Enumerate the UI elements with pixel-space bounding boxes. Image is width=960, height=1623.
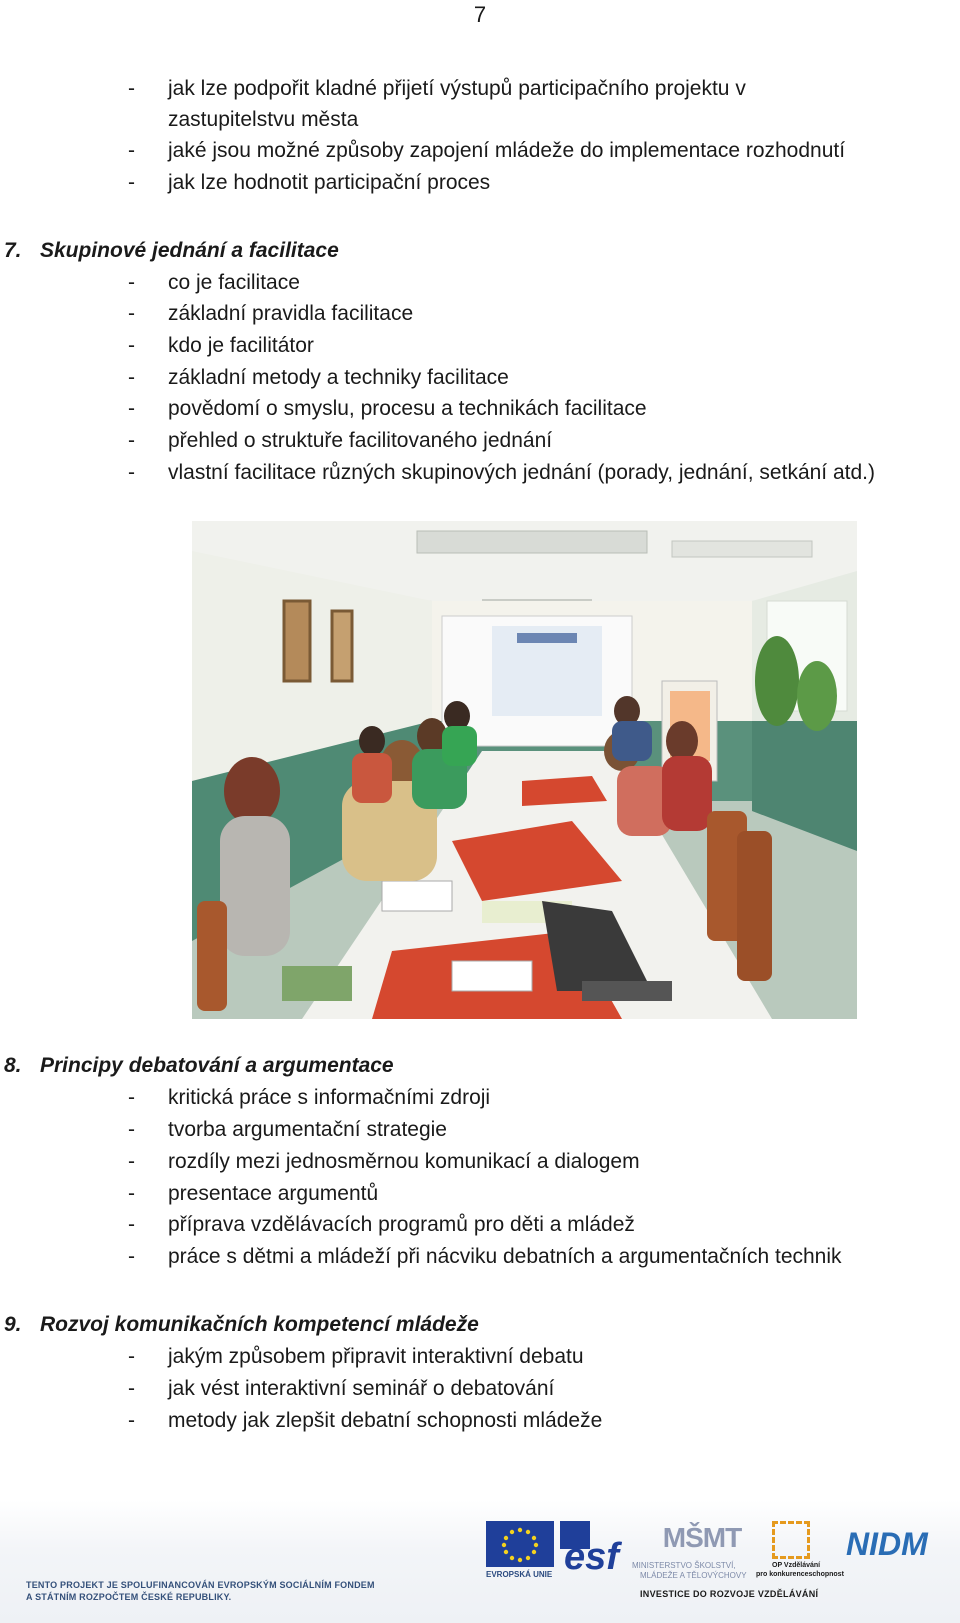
- list-item: [0, 74, 960, 104]
- list-dash: -: [128, 77, 135, 100]
- seminar-photo: [192, 521, 857, 1019]
- list-item: [0, 458, 960, 488]
- msmt-logo: MŠMT: [662, 1522, 742, 1553]
- list-dash: -: [128, 334, 135, 357]
- list-item-text: jaké jsou možné způsoby zapojení mládeže do implementace rozhodnutí: [168, 139, 846, 162]
- op-caption-line2: pro konkurenceschopnost: [756, 1571, 844, 1578]
- list-dash: -: [128, 1409, 135, 1432]
- section-number: 7.: [4, 239, 22, 262]
- list-item-text: základní pravidla facilitace: [168, 302, 414, 325]
- list-item: [0, 105, 960, 135]
- footer-investment-slogan: INVESTICE DO ROZVOJE VZDĚLÁVÁNÍ: [640, 1589, 819, 1599]
- footer-cofinancing-line1: TENTO PROJEKT JE SPOLUFINANCOVÁN EVROPSKÝM SOCIÁLNÍM FONDEM: [26, 1580, 375, 1590]
- page-number: 7: [473, 2, 487, 27]
- list-dash: -: [128, 271, 135, 294]
- list-item-text: zastupitelstvu města: [168, 108, 359, 131]
- footer-cofinancing-line2: A STÁTNÍM ROZPOČTEM ČESKÉ REPUBLIKY.: [26, 1592, 232, 1602]
- list-item-text: jakým způsobem připravit interaktivní debatu: [168, 1345, 584, 1368]
- section-heading-7: [0, 236, 960, 266]
- list-item-text: jak lze hodnotit participační proces: [168, 171, 491, 194]
- list-item-text: jak vést interaktivní seminář o debatování: [168, 1377, 555, 1400]
- list-item: [0, 426, 960, 456]
- esf-logo: [560, 1521, 626, 1579]
- list-dash: -: [128, 1345, 135, 1368]
- list-item-text: kritická práce s informačními zdroji: [168, 1086, 491, 1109]
- list-dash: -: [128, 139, 135, 162]
- msmt-caption-line2: MLÁDEŽE A TĚLOVÝCHOVY: [640, 1571, 747, 1580]
- list-dash: -: [128, 1213, 135, 1236]
- section-number: 8.: [4, 1054, 22, 1077]
- list-dash: -: [128, 397, 135, 420]
- list-item-text: tvorba argumentační strategie: [168, 1118, 447, 1141]
- list-item: [0, 268, 960, 298]
- list-item-text: jak lze podpořit kladné přijetí výstupů participačního projektu v: [168, 77, 746, 100]
- list-dash: -: [128, 1150, 135, 1173]
- list-item: [0, 1179, 960, 1209]
- list-item-text: povědomí o smyslu, procesu a technikách facilitace: [168, 397, 647, 420]
- section-title: Rozvoj komunikačních kompetencí mládeže: [40, 1313, 479, 1336]
- eu-flag-logo: [486, 1521, 554, 1567]
- list-item: [0, 331, 960, 361]
- list-dash: -: [128, 1086, 135, 1109]
- list-item: [0, 136, 960, 166]
- list-item: [0, 1374, 960, 1404]
- section-heading-9: [0, 1310, 960, 1340]
- list-dash: -: [128, 1118, 135, 1141]
- list-item-text: práce s dětmi a mládeží při nácviku debatních a argumentačních technik: [168, 1245, 842, 1268]
- list-item: [0, 394, 960, 424]
- op-caption-line1: OP Vzdělávání: [772, 1562, 821, 1569]
- list-item: [0, 1083, 960, 1113]
- section-heading-8: [0, 1051, 960, 1081]
- list-item: [0, 363, 960, 393]
- list-item: [0, 168, 960, 198]
- seminar-photo-image: [192, 521, 857, 1019]
- eu-stars-icon: [486, 1521, 554, 1567]
- list-item-text: příprava vzdělávacích programů pro děti a mládež: [168, 1213, 635, 1236]
- list-dash: -: [128, 461, 135, 484]
- list-dash: -: [128, 429, 135, 452]
- nidm-logo: NIDM: [846, 1526, 928, 1562]
- section-number: 9.: [4, 1313, 22, 1336]
- list-item: [0, 1342, 960, 1372]
- list-dash: -: [128, 1377, 135, 1400]
- msmt-caption-line1: MINISTERSTVO ŠKOLSTVÍ,: [632, 1561, 736, 1570]
- section-title: Skupinové jednání a facilitace: [40, 239, 339, 262]
- list-dash: -: [128, 302, 135, 325]
- list-item-text: kdo je facilitátor: [168, 334, 314, 357]
- list-item: [0, 1242, 960, 1272]
- esf-text: esf: [564, 1536, 619, 1578]
- list-item: [0, 1147, 960, 1177]
- list-item-text: vlastní facilitace různých skupinových jednání (porady, jednání, setkání atd.): [168, 461, 875, 484]
- list-dash: -: [128, 1245, 135, 1268]
- list-item: [0, 299, 960, 329]
- list-dash: -: [128, 171, 135, 194]
- list-dash: -: [128, 366, 135, 389]
- list-item: [0, 1406, 960, 1436]
- eu-caption: EVROPSKÁ UNIE: [486, 1570, 553, 1579]
- list-item-text: základní metody a techniky facilitace: [168, 366, 509, 389]
- list-item-text: co je facilitace: [168, 271, 300, 294]
- list-item-text: přehled o struktuře facilitovaného jednání: [168, 429, 553, 452]
- list-item: [0, 1210, 960, 1240]
- list-dash: -: [128, 1182, 135, 1205]
- list-item: [0, 1115, 960, 1145]
- op-vzdelavani-logo: [772, 1521, 810, 1559]
- list-item-text: presentace argumentů: [168, 1182, 379, 1205]
- list-item-text: rozdíly mezi jednosměrnou komunikací a dialogem: [168, 1150, 640, 1173]
- list-item-text: metody jak zlepšit debatní schopnosti mládeže: [168, 1409, 603, 1432]
- section-title: Principy debatování a argumentace: [40, 1054, 394, 1077]
